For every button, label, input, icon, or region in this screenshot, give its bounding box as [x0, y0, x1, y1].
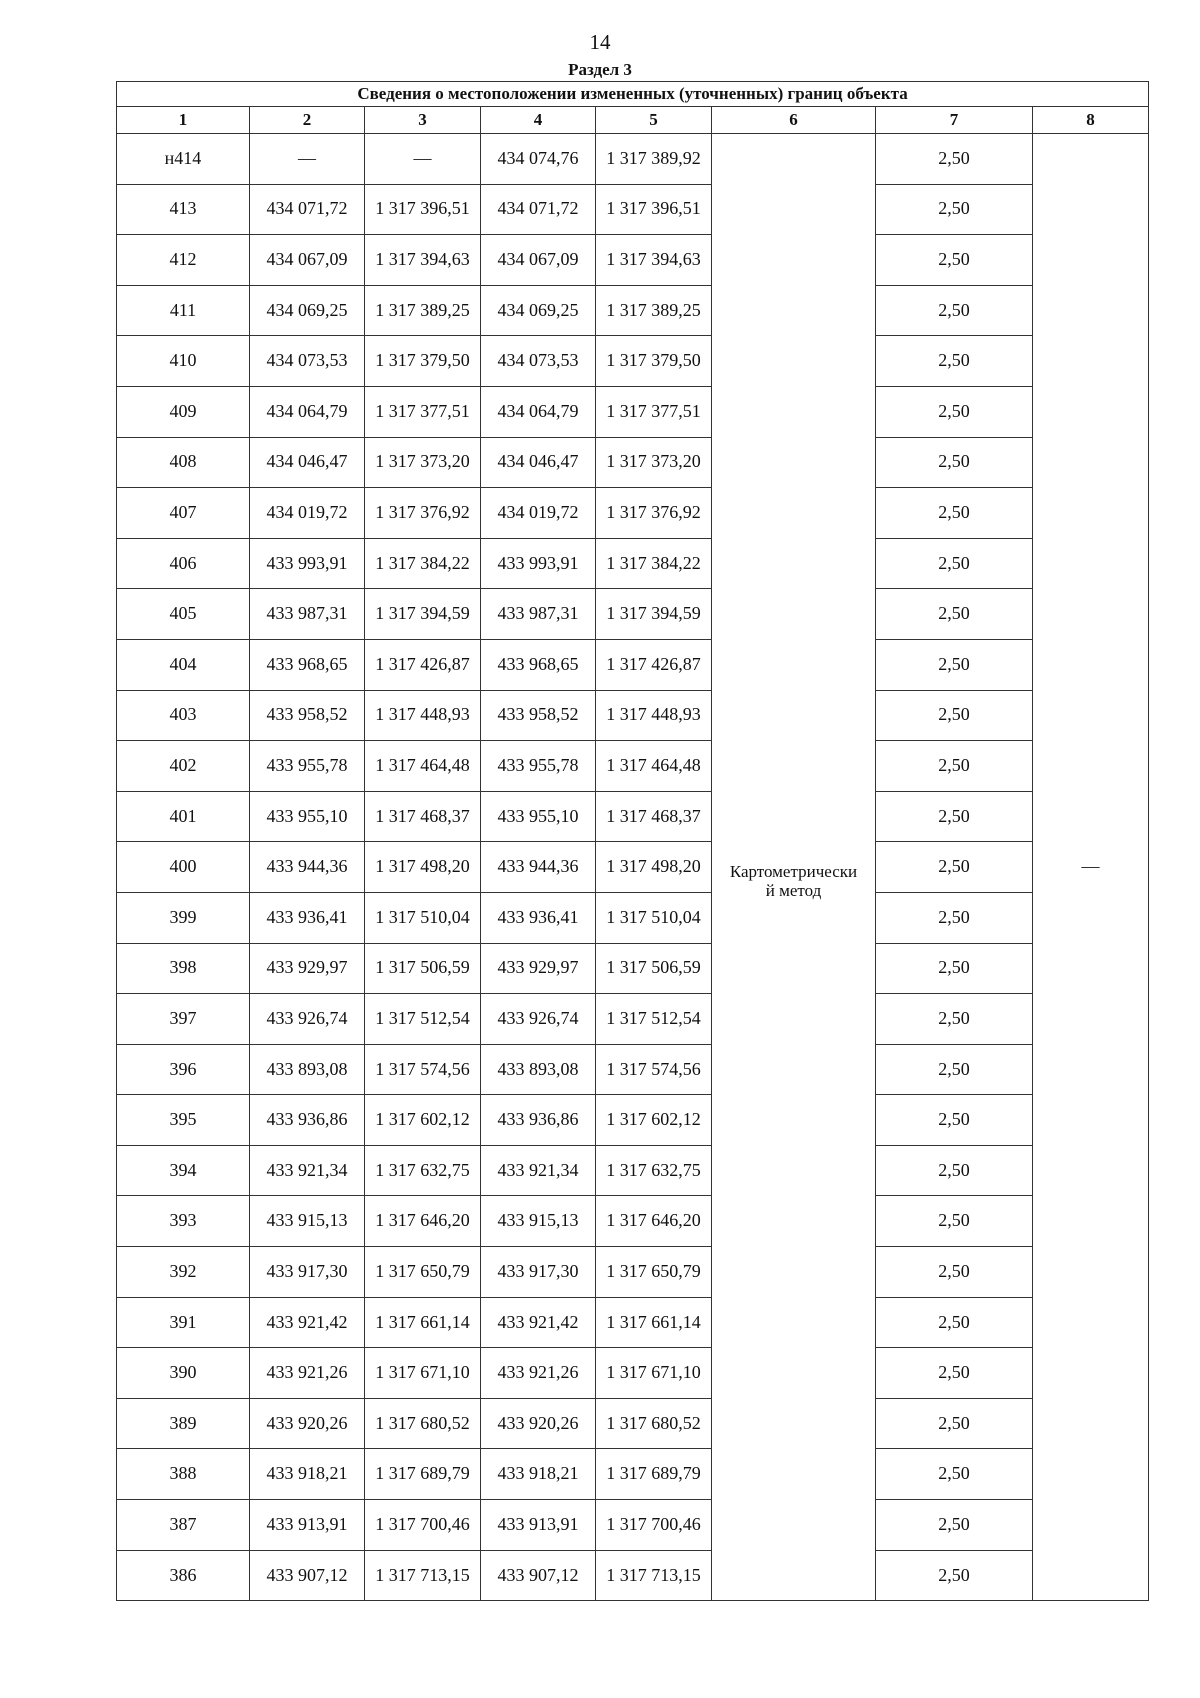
x-existing-cell: 433 921,26 [250, 1348, 365, 1399]
x-existing-cell: 433 926,74 [250, 994, 365, 1045]
x-refined-cell: 433 893,08 [481, 1044, 596, 1095]
column-number-1: 1 [117, 107, 250, 134]
point-number-cell: 403 [117, 690, 250, 741]
table-row [117, 639, 1149, 690]
y-existing-cell: 1 317 394,63 [365, 235, 481, 286]
accuracy-cell: 2,50 [876, 639, 1033, 690]
x-refined-cell: 434 071,72 [481, 184, 596, 235]
table-row [117, 842, 1149, 893]
y-refined-cell: 1 317 426,87 [596, 639, 712, 690]
point-number-cell: 395 [117, 1095, 250, 1146]
y-refined-cell: 1 317 512,54 [596, 994, 712, 1045]
accuracy-cell: 2,50 [876, 690, 1033, 741]
table-row [117, 1196, 1149, 1247]
accuracy-cell: 2,50 [876, 386, 1033, 437]
table-row [117, 1500, 1149, 1551]
x-refined-cell: 434 069,25 [481, 285, 596, 336]
point-number-cell: 398 [117, 943, 250, 994]
point-number-cell: 405 [117, 589, 250, 640]
x-existing-cell: 434 064,79 [250, 386, 365, 437]
y-existing-cell: 1 317 700,46 [365, 1500, 481, 1551]
point-number-cell: 400 [117, 842, 250, 893]
x-existing-cell: 433 993,91 [250, 538, 365, 589]
column-number-2: 2 [250, 107, 365, 134]
y-refined-cell: 1 317 394,63 [596, 235, 712, 286]
x-refined-cell: 433 936,86 [481, 1095, 596, 1146]
accuracy-cell: 2,50 [876, 1247, 1033, 1298]
column-number-7: 7 [876, 107, 1033, 134]
accuracy-cell: 2,50 [876, 842, 1033, 893]
table-row [117, 336, 1149, 387]
y-existing-cell: — [365, 134, 481, 185]
y-refined-cell: 1 317 384,22 [596, 538, 712, 589]
x-refined-cell: 433 987,31 [481, 589, 596, 640]
x-existing-cell: 433 907,12 [250, 1550, 365, 1601]
table-row [117, 943, 1149, 994]
table-row [117, 235, 1149, 286]
y-refined-cell: 1 317 396,51 [596, 184, 712, 235]
accuracy-cell: 2,50 [876, 1500, 1033, 1551]
y-existing-cell: 1 317 680,52 [365, 1398, 481, 1449]
point-number-cell: 409 [117, 386, 250, 437]
column-number-8: 8 [1033, 107, 1149, 134]
point-number-cell: 394 [117, 1145, 250, 1196]
table-row [117, 134, 1149, 185]
x-refined-cell: 434 074,76 [481, 134, 596, 185]
table-row [117, 791, 1149, 842]
y-refined-cell: 1 317 376,92 [596, 488, 712, 539]
column-number-3: 3 [365, 107, 481, 134]
y-existing-cell: 1 317 506,59 [365, 943, 481, 994]
accuracy-cell: 2,50 [876, 943, 1033, 994]
y-refined-cell: 1 317 602,12 [596, 1095, 712, 1146]
y-existing-cell: 1 317 671,10 [365, 1348, 481, 1399]
x-existing-cell: 433 920,26 [250, 1398, 365, 1449]
x-refined-cell: 434 046,47 [481, 437, 596, 488]
point-number-cell: 399 [117, 892, 250, 943]
point-number-cell: н414 [117, 134, 250, 185]
x-refined-cell: 433 917,30 [481, 1247, 596, 1298]
x-refined-cell: 434 067,09 [481, 235, 596, 286]
y-refined-cell: 1 317 700,46 [596, 1500, 712, 1551]
x-refined-cell: 433 955,78 [481, 741, 596, 792]
accuracy-cell: 2,50 [876, 892, 1033, 943]
x-existing-cell: 433 936,86 [250, 1095, 365, 1146]
table-row [117, 386, 1149, 437]
accuracy-cell: 2,50 [876, 1044, 1033, 1095]
x-existing-cell: 433 955,78 [250, 741, 365, 792]
accuracy-cell: 2,50 [876, 1550, 1033, 1601]
x-refined-cell: 434 073,53 [481, 336, 596, 387]
table-row [117, 184, 1149, 235]
x-existing-cell: 433 915,13 [250, 1196, 365, 1247]
x-refined-cell: 433 907,12 [481, 1550, 596, 1601]
point-number-cell: 401 [117, 791, 250, 842]
table-row [117, 892, 1149, 943]
x-refined-cell: 433 915,13 [481, 1196, 596, 1247]
table-row [117, 1247, 1149, 1298]
x-refined-cell: 433 958,52 [481, 690, 596, 741]
x-refined-cell: 433 929,97 [481, 943, 596, 994]
table-row [117, 1044, 1149, 1095]
x-existing-cell: 433 987,31 [250, 589, 365, 640]
x-refined-cell: 433 936,41 [481, 892, 596, 943]
accuracy-cell: 2,50 [876, 1095, 1033, 1146]
y-refined-cell: 1 317 379,50 [596, 336, 712, 387]
y-existing-cell: 1 317 377,51 [365, 386, 481, 437]
x-existing-cell: 433 968,65 [250, 639, 365, 690]
x-refined-cell: 433 921,34 [481, 1145, 596, 1196]
column-number-row [117, 107, 1149, 134]
y-existing-cell: 1 317 379,50 [365, 336, 481, 387]
x-existing-cell: 434 069,25 [250, 285, 365, 336]
y-refined-cell: 1 317 510,04 [596, 892, 712, 943]
point-number-cell: 408 [117, 437, 250, 488]
accuracy-cell: 2,50 [876, 1145, 1033, 1196]
x-refined-cell: 434 019,72 [481, 488, 596, 539]
method-line-2: й метод [765, 881, 822, 901]
y-refined-cell: 1 317 574,56 [596, 1044, 712, 1095]
y-refined-cell: 1 317 680,52 [596, 1398, 712, 1449]
point-number-cell: 413 [117, 184, 250, 235]
boundary-coordinates-table [116, 81, 1149, 1601]
point-number-cell: 392 [117, 1247, 250, 1298]
x-existing-cell: 434 046,47 [250, 437, 365, 488]
y-existing-cell: 1 317 384,22 [365, 538, 481, 589]
y-existing-cell: 1 317 376,92 [365, 488, 481, 539]
y-existing-cell: 1 317 468,37 [365, 791, 481, 842]
table-row [117, 589, 1149, 640]
x-refined-cell: 433 968,65 [481, 639, 596, 690]
y-existing-cell: 1 317 394,59 [365, 589, 481, 640]
column-number-4: 4 [481, 107, 596, 134]
x-refined-cell: 433 920,26 [481, 1398, 596, 1449]
x-existing-cell: 434 071,72 [250, 184, 365, 235]
y-refined-cell: 1 317 632,75 [596, 1145, 712, 1196]
y-refined-cell: 1 317 713,15 [596, 1550, 712, 1601]
y-existing-cell: 1 317 512,54 [365, 994, 481, 1045]
table-row [117, 437, 1149, 488]
y-refined-cell: 1 317 394,59 [596, 589, 712, 640]
y-refined-cell: 1 317 464,48 [596, 741, 712, 792]
x-existing-cell: 433 913,91 [250, 1500, 365, 1551]
point-number-cell: 388 [117, 1449, 250, 1500]
accuracy-cell: 2,50 [876, 336, 1033, 387]
y-refined-cell: 1 317 468,37 [596, 791, 712, 842]
y-existing-cell: 1 317 396,51 [365, 184, 481, 235]
x-refined-cell: 433 993,91 [481, 538, 596, 589]
table-row [117, 285, 1149, 336]
accuracy-cell: 2,50 [876, 791, 1033, 842]
x-refined-cell: 433 921,42 [481, 1297, 596, 1348]
y-refined-cell: 1 317 689,79 [596, 1449, 712, 1500]
table-row [117, 1297, 1149, 1348]
x-existing-cell: 433 921,34 [250, 1145, 365, 1196]
y-refined-cell: 1 317 389,25 [596, 285, 712, 336]
point-number-cell: 387 [117, 1500, 250, 1551]
x-existing-cell: 434 067,09 [250, 235, 365, 286]
column-number-5: 5 [596, 107, 712, 134]
y-existing-cell: 1 317 448,93 [365, 690, 481, 741]
method-line-1: Картометрически [729, 861, 858, 881]
x-refined-cell: 433 918,21 [481, 1449, 596, 1500]
y-existing-cell: 1 317 602,12 [365, 1095, 481, 1146]
point-number-cell: 407 [117, 488, 250, 539]
x-refined-cell: 434 064,79 [481, 386, 596, 437]
point-number-cell: 389 [117, 1398, 250, 1449]
x-existing-cell: 433 893,08 [250, 1044, 365, 1095]
y-refined-cell: 1 317 646,20 [596, 1196, 712, 1247]
y-existing-cell: 1 317 574,56 [365, 1044, 481, 1095]
accuracy-cell: 2,50 [876, 184, 1033, 235]
x-existing-cell: 433 944,36 [250, 842, 365, 893]
table-caption: Сведения о местоположении измененных (уточненных) границ объекта [117, 82, 1149, 107]
x-existing-cell: — [250, 134, 365, 185]
y-existing-cell: 1 317 713,15 [365, 1550, 481, 1601]
x-refined-cell: 433 944,36 [481, 842, 596, 893]
table-row [117, 1449, 1149, 1500]
table-row [117, 741, 1149, 792]
y-refined-cell: 1 317 661,14 [596, 1297, 712, 1348]
x-refined-cell: 433 921,26 [481, 1348, 596, 1399]
table-row [117, 1145, 1149, 1196]
y-existing-cell: 1 317 650,79 [365, 1247, 481, 1298]
table-row [117, 1550, 1149, 1601]
table-row [117, 1348, 1149, 1399]
x-existing-cell: 433 929,97 [250, 943, 365, 994]
point-number-cell: 396 [117, 1044, 250, 1095]
accuracy-cell: 2,50 [876, 1348, 1033, 1399]
x-refined-cell: 433 926,74 [481, 994, 596, 1045]
accuracy-cell: 2,50 [876, 1297, 1033, 1348]
y-refined-cell: 1 317 498,20 [596, 842, 712, 893]
accuracy-cell: 2,50 [876, 1449, 1033, 1500]
y-refined-cell: 1 317 448,93 [596, 690, 712, 741]
table-row [117, 488, 1149, 539]
y-refined-cell: 1 317 377,51 [596, 386, 712, 437]
accuracy-cell: 2,50 [876, 134, 1033, 185]
accuracy-cell: 2,50 [876, 589, 1033, 640]
accuracy-cell: 2,50 [876, 235, 1033, 286]
point-number-cell: 404 [117, 639, 250, 690]
x-existing-cell: 433 955,10 [250, 791, 365, 842]
table-row [117, 690, 1149, 741]
y-existing-cell: 1 317 373,20 [365, 437, 481, 488]
table-row [117, 1095, 1149, 1146]
accuracy-cell: 2,50 [876, 741, 1033, 792]
x-existing-cell: 433 921,42 [250, 1297, 365, 1348]
y-existing-cell: 1 317 661,14 [365, 1297, 481, 1348]
point-number-cell: 391 [117, 1297, 250, 1348]
y-refined-cell: 1 317 650,79 [596, 1247, 712, 1298]
column-number-6: 6 [712, 107, 876, 134]
x-existing-cell: 434 073,53 [250, 336, 365, 387]
y-refined-cell: 1 317 389,92 [596, 134, 712, 185]
table-row [117, 994, 1149, 1045]
point-number-cell: 411 [117, 285, 250, 336]
table-body [117, 134, 1149, 1601]
point-number-cell: 410 [117, 336, 250, 387]
accuracy-cell: 2,50 [876, 437, 1033, 488]
y-existing-cell: 1 317 498,20 [365, 842, 481, 893]
y-existing-cell: 1 317 646,20 [365, 1196, 481, 1247]
method-cell [712, 134, 876, 1601]
column-8-cell: — [1033, 134, 1149, 1601]
y-refined-cell: 1 317 506,59 [596, 943, 712, 994]
section-title: Раздел 3 [568, 60, 632, 79]
x-refined-cell: 433 913,91 [481, 1500, 596, 1551]
y-existing-cell: 1 317 389,25 [365, 285, 481, 336]
y-existing-cell: 1 317 632,75 [365, 1145, 481, 1196]
accuracy-cell: 2,50 [876, 1398, 1033, 1449]
y-existing-cell: 1 317 510,04 [365, 892, 481, 943]
point-number-cell: 406 [117, 538, 250, 589]
point-number-cell: 390 [117, 1348, 250, 1399]
page-number: 14 [589, 30, 611, 54]
point-number-cell: 402 [117, 741, 250, 792]
point-number-cell: 397 [117, 994, 250, 1045]
accuracy-cell: 2,50 [876, 285, 1033, 336]
y-existing-cell: 1 317 689,79 [365, 1449, 481, 1500]
y-existing-cell: 1 317 426,87 [365, 639, 481, 690]
accuracy-cell: 2,50 [876, 538, 1033, 589]
x-existing-cell: 434 019,72 [250, 488, 365, 539]
y-refined-cell: 1 317 671,10 [596, 1348, 712, 1399]
x-refined-cell: 433 955,10 [481, 791, 596, 842]
table-row [117, 538, 1149, 589]
accuracy-cell: 2,50 [876, 994, 1033, 1045]
x-existing-cell: 433 918,21 [250, 1449, 365, 1500]
y-existing-cell: 1 317 464,48 [365, 741, 481, 792]
point-number-cell: 412 [117, 235, 250, 286]
point-number-cell: 386 [117, 1550, 250, 1601]
x-existing-cell: 433 958,52 [250, 690, 365, 741]
accuracy-cell: 2,50 [876, 488, 1033, 539]
accuracy-cell: 2,50 [876, 1196, 1033, 1247]
x-existing-cell: 433 936,41 [250, 892, 365, 943]
point-number-cell: 393 [117, 1196, 250, 1247]
x-existing-cell: 433 917,30 [250, 1247, 365, 1298]
y-refined-cell: 1 317 373,20 [596, 437, 712, 488]
table-row [117, 1398, 1149, 1449]
